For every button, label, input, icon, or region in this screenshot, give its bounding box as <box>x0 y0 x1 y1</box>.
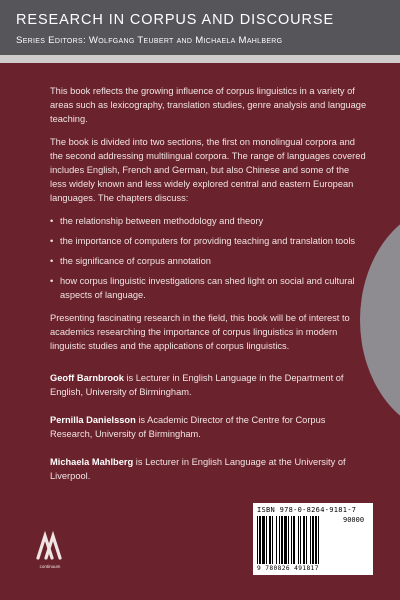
author-description: is Lecturer in English Language at the University of Liverpool. <box>50 457 346 481</box>
author-name: Pernilla Danielsson <box>50 415 136 425</box>
list-item: • the relationship between methodology and theory <box>50 214 368 228</box>
author-description: is Lecturer in English Language in the Department of English, University of Birmingham. <box>50 373 344 397</box>
list-item: • how corpus linguistic investigations can shed light on social and cultural aspects of language. <box>50 274 368 302</box>
author-bios <box>50 371 368 483</box>
barcode-icon <box>257 516 341 564</box>
isbn-number: ISBN 978-0-8264-9181-7 <box>257 506 357 514</box>
intro-paragraph: This book reflects the growing influence of corpus linguistics in a variety of areas such as lexicography, translation studies, genre analysis and language teaching. <box>50 86 367 124</box>
series-editors-prefix: Series Editors: <box>16 35 89 46</box>
price-code: 90000 <box>343 516 365 524</box>
author-bio <box>50 371 368 399</box>
author-name: Geoff Barnbrook <box>50 373 124 383</box>
list-item: • the significance of corpus annotation <box>50 254 368 268</box>
list-item: • the importance of computers for providing teaching and translation tools <box>50 234 368 248</box>
ean-digits: 9 780826 491817 <box>257 565 319 572</box>
series-title: RESEARCH IN CORPUS AND DISCOURSE <box>16 12 335 28</box>
back-cover-blurb <box>50 84 368 497</box>
continuum-logo-icon <box>32 528 66 562</box>
structure-paragraph: The book is divided into two sections, the first on monolingual corpora and the second addressing multilingual corpora. The range of languages covered includes English, French and German, but also Chinese and some of the less widely known and less widely explored central and eastern European languages. The chapters discuss: <box>50 137 366 203</box>
publisher-name: continuum <box>39 564 61 569</box>
author-name: Michaela Mahlberg <box>50 457 134 467</box>
chapter-topics-list <box>50 214 368 302</box>
isbn-barcode <box>253 503 373 575</box>
series-editors <box>16 35 386 46</box>
author-bio <box>50 413 368 441</box>
series-header <box>0 0 400 63</box>
series-editors-names: Wolfgang Teubert and Michaela Mahlberg <box>88 35 283 46</box>
series-header-band <box>0 0 400 55</box>
author-description: is Academic Director of the Centre for Corpus Research, University of Birmingham. <box>50 415 326 439</box>
author-bio <box>50 455 368 483</box>
closing-paragraph: Presenting fascinating research in the field, this book will be of interest to academics researching the importance of corpus linguistics in modern linguistic studies and the applications of corpus linguistics. <box>50 313 350 351</box>
